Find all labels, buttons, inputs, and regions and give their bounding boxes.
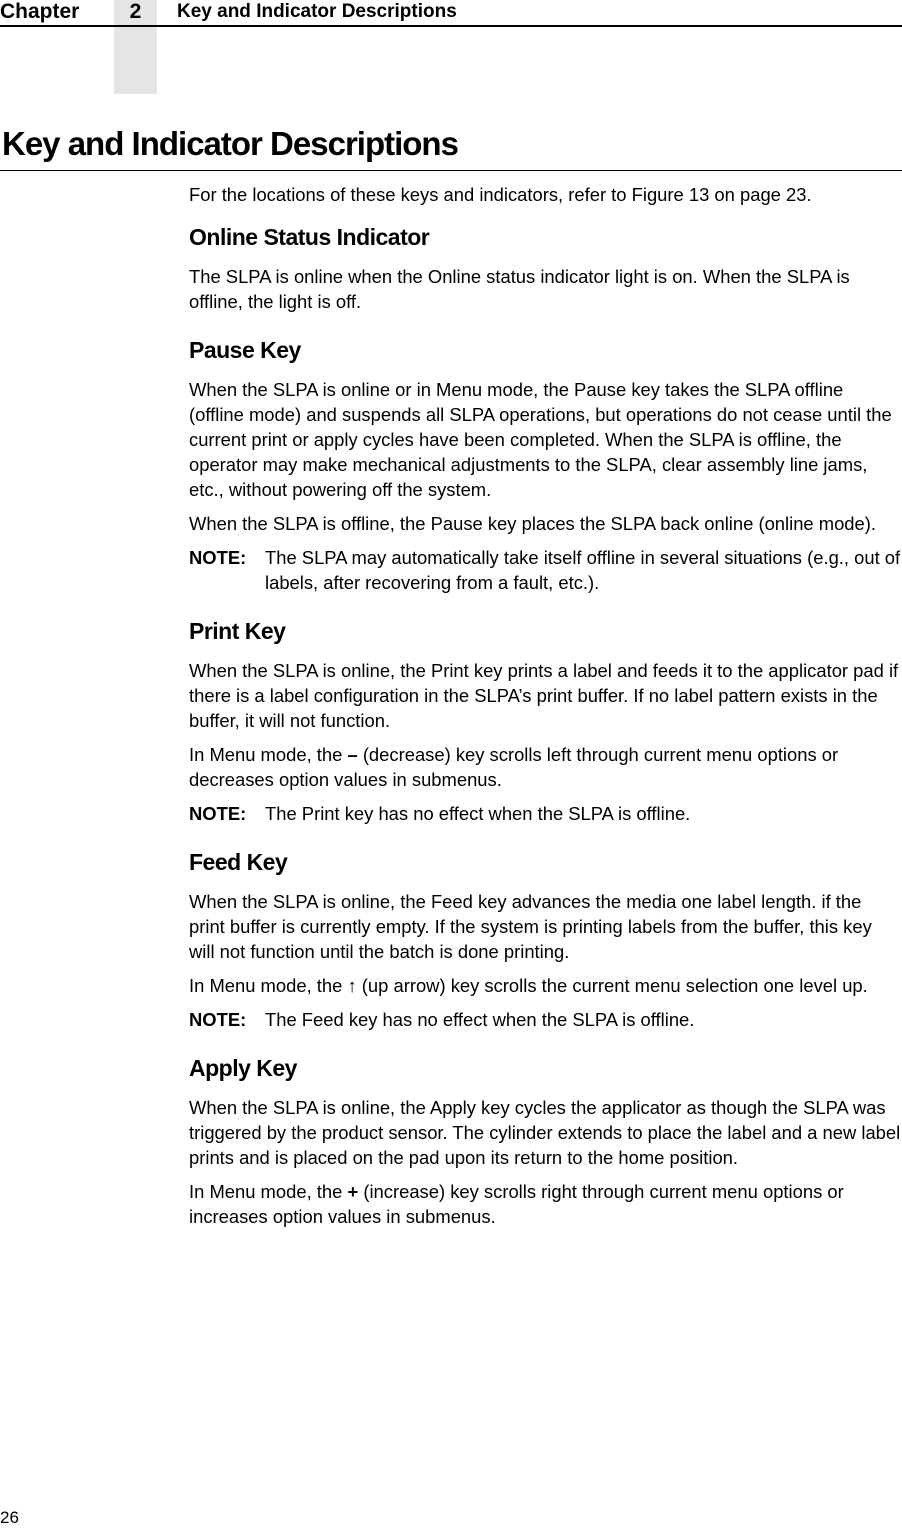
section-feed-key <box>189 848 901 1032</box>
paragraph <box>189 973 901 998</box>
text-run: (increase) key scrolls right through current menu options or increases option values in submenus. <box>189 1181 844 1227</box>
paragraph <box>189 1179 901 1229</box>
paragraph: When the SLPA is online, the Feed key advances the media one label length. if the print buffer is currently empty. If the system is printing labels from the buffer, this key will not function until the batch is done printing. <box>189 891 872 962</box>
paragraph: When the SLPA is online or in Menu mode, the Pause key takes the SLPA offline (offline mode) and suspends all SLPA operations, but operations do not cease until the current print or apply cycles have been completed. When the SLPA is offline, the operator may make mechanical adjustments to the SLPA, clear assembly line jams, etc., without powering off the system. <box>189 379 892 500</box>
note <box>189 545 901 595</box>
up-arrow-symbol: ↑ <box>347 975 357 996</box>
title-rule <box>0 170 902 171</box>
section-print-key <box>189 617 901 826</box>
paragraph <box>189 742 901 792</box>
note-label: NOTE: <box>189 1009 247 1030</box>
note-label: NOTE: <box>189 547 247 568</box>
section-heading: Online Status Indicator <box>189 224 430 250</box>
text-run: (decrease) key scrolls left through current menu options or decreases option values in submenus. <box>189 744 839 790</box>
note <box>189 801 901 826</box>
paragraph: When the SLPA is online, the Apply key cycles the applicator as though the SLPA was triggered by the product sensor. The cylinder extends to place the label and a new label prints and is placed on the pad upon its return to the home position. <box>189 1097 901 1168</box>
chapter-number: 2 <box>129 0 142 23</box>
running-title: Key and Indicator Descriptions <box>177 1 457 22</box>
note-text: The SLPA may automatically take itself offline in several situations (e.g., out of labels, after recovering from a fault, etc.). <box>265 547 901 593</box>
text-run: In Menu mode, the <box>189 744 348 765</box>
text-run: (up arrow) key scrolls the current menu selection one level up. <box>356 975 868 996</box>
decrease-symbol: – <box>347 744 358 765</box>
section-heading: Apply Key <box>189 1055 297 1081</box>
section-online-status <box>189 223 901 314</box>
section-heading: Print Key <box>189 618 286 644</box>
note-text: The Print key has no effect when the SLPA is offline. <box>265 803 691 824</box>
page-number: 26 <box>0 1508 19 1527</box>
section-heading: Feed Key <box>189 849 288 875</box>
section-apply-key <box>189 1054 901 1229</box>
content <box>189 182 901 1251</box>
paragraph: The SLPA is online when the Online status indicator light is on. When the SLPA is offline, the light is off. <box>189 266 850 312</box>
section-heading: Pause Key <box>189 337 301 363</box>
note <box>189 1007 901 1032</box>
chapter-tab <box>114 0 157 94</box>
text-run: In Menu mode, the <box>189 975 348 996</box>
paragraph: When the SLPA is offline, the Pause key places the SLPA back online (online mode). <box>189 513 876 534</box>
page-title: Key and Indicator Descriptions <box>2 125 458 162</box>
chapter-label: Chapter <box>0 0 80 23</box>
note-text: The Feed key has no effect when the SLPA is offline. <box>265 1009 695 1030</box>
increase-symbol: + <box>347 1181 359 1202</box>
header-rule <box>0 25 902 27</box>
section-pause-key <box>189 336 901 595</box>
intro-paragraph: For the locations of these keys and indicators, refer to Figure 13 on page 23. <box>189 184 812 205</box>
paragraph: When the SLPA is online, the Print key prints a label and feeds it to the applicator pad if there is a label configuration in the SLPA’s print buffer. If no label pattern exists in the buffer, it will not function. <box>189 660 899 731</box>
note-label: NOTE: <box>189 803 247 824</box>
text-run: In Menu mode, the <box>189 1181 348 1202</box>
